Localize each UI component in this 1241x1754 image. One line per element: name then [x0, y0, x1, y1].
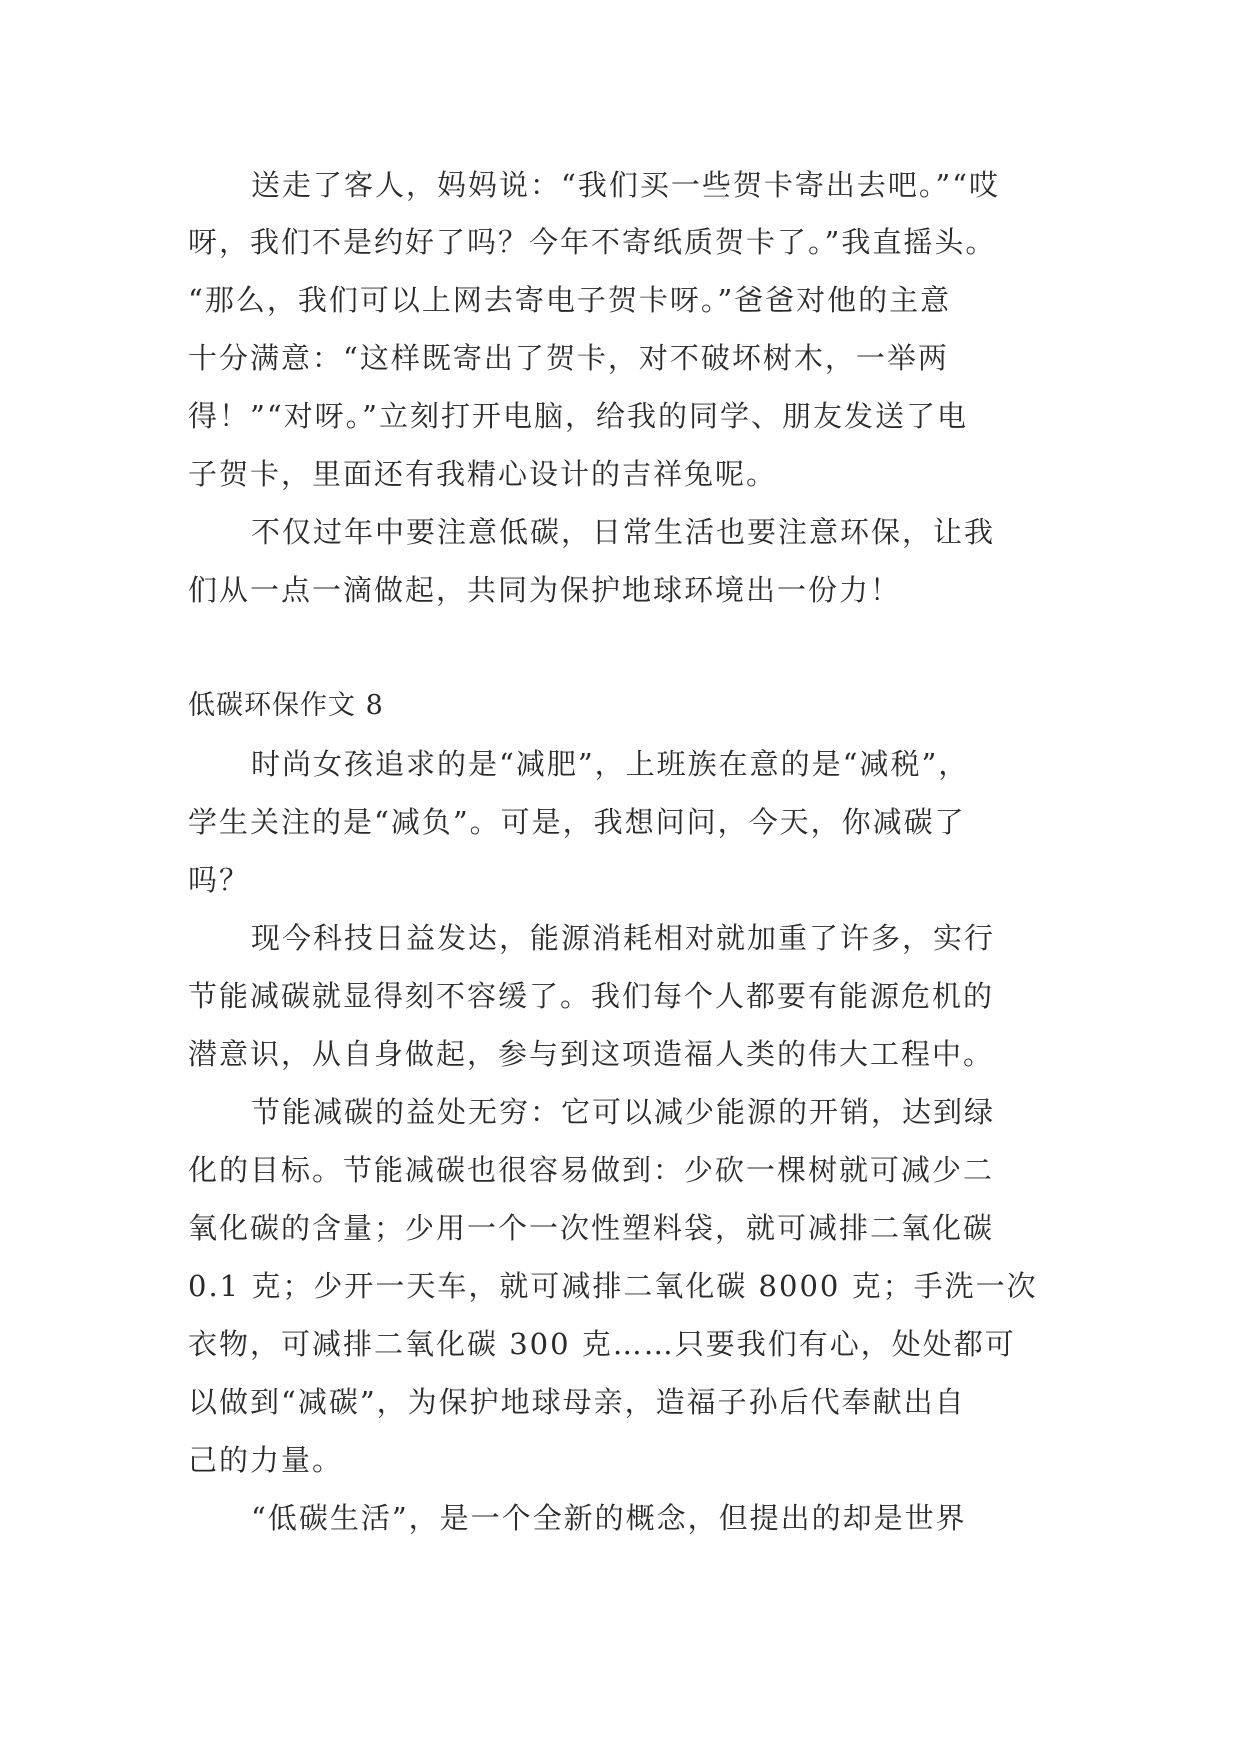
- text-line: 子贺卡，里面还有我精心设计的吉祥兔呢。: [188, 457, 778, 491]
- text-line: 学生关注的是“减负”。可是，我想问问，今天，你减碳了: [188, 805, 966, 839]
- text-line: 以做到“减碳”，为保护地球母亲，造福子孙后代奉献出自: [188, 1385, 966, 1419]
- text-line: 化的目标。节能减碳也很容易做到：少砍一棵树就可减少二: [188, 1153, 995, 1187]
- text-line: 节能减碳的益处无穷：它可以减少能源的开销，达到绿: [251, 1095, 996, 1129]
- text-line: “那么，我们可以上网去寄电子贺卡呀。”爸爸对他的主意: [188, 283, 952, 317]
- text-line: 不仅过年中要注意低碳，日常生活也要注意环保，让我: [251, 515, 996, 549]
- text-line: “低碳生活”，是一个全新的概念，但提出的却是世界: [251, 1501, 967, 1535]
- text-line: 潜意识，从自身做起，参与到这项造福人类的伟大工程中。: [188, 1037, 995, 1071]
- text-line: 得！”“对呀。”立刻打开电脑，给我的同学、朋友发送了电: [188, 399, 968, 433]
- section-heading: 低碳环保作文 8: [188, 690, 384, 721]
- text-line: 氧化碳的含量；少用一个一次性塑料袋，就可减排二氧化碳: [188, 1211, 995, 1245]
- text-line: 己的力量。: [188, 1443, 344, 1477]
- text-line: 衣物，可减排二氧化碳 300 克……只要我们有心，处处都可: [188, 1327, 1016, 1361]
- text-line: 时尚女孩追求的是“减肥”，上班族在意的是“减税”，: [251, 747, 970, 781]
- text-line: 们从一点一滴做起，共同为保护地球环境出一份力！: [188, 573, 902, 607]
- text-line: 现今科技日益发达，能源消耗相对就加重了许多，实行: [251, 921, 996, 955]
- text-line: 吗？: [188, 863, 251, 897]
- text-line: 十分满意：“这样既寄出了贺卡，对不破坏树木，一举两: [188, 341, 949, 375]
- text-line: 节能减碳就显得刻不容缓了。我们每个人都要有能源危机的: [188, 979, 995, 1013]
- text-line: 送走了客人，妈妈说：“我们买一些贺卡寄出去吧。”“哎: [251, 168, 1000, 202]
- text-line: 呀，我们不是约好了吗？今年不寄纸质贺卡了。”我直摇头。: [188, 225, 997, 259]
- text-line: 0.1 克；少开一天车，就可减排二氧化碳 8000 克；手洗一次: [188, 1269, 1038, 1303]
